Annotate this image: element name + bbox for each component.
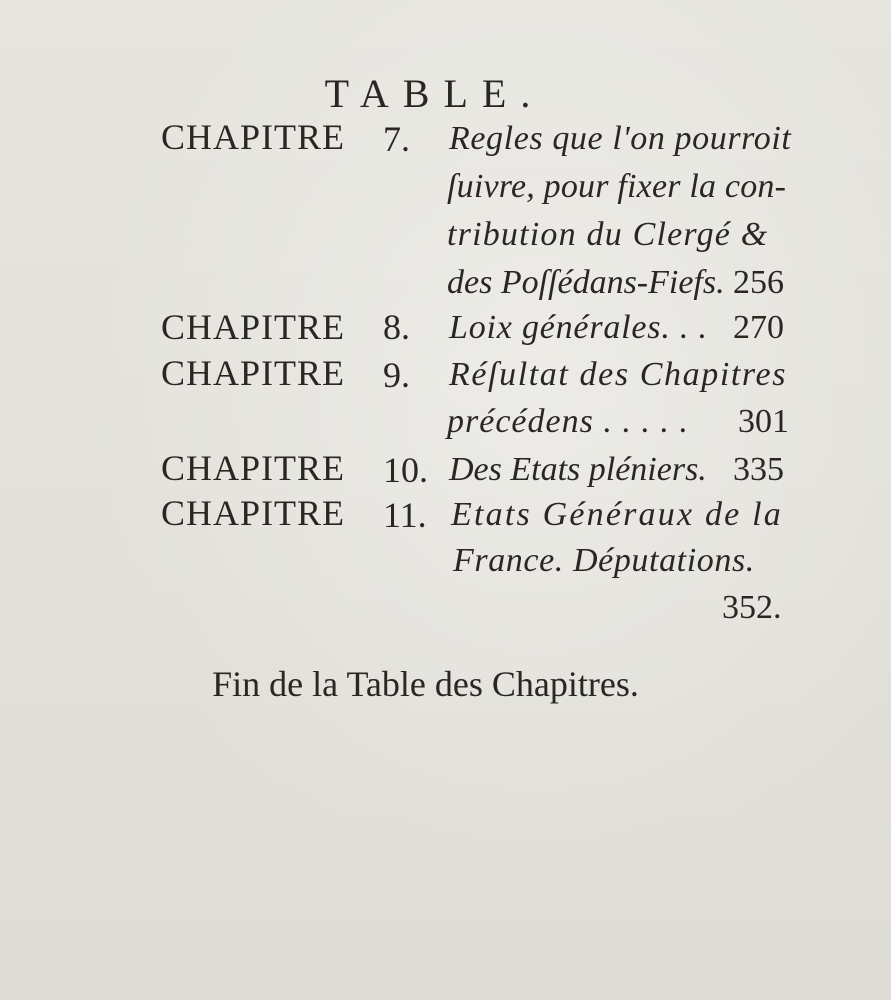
chapter-number: 9. xyxy=(383,355,410,395)
page-number: 335 xyxy=(733,451,784,488)
chapter-number: 11. xyxy=(383,495,427,535)
chapter-title-line: Des Etats pléniers. xyxy=(449,451,707,488)
chapter-label: CHAPITRE xyxy=(161,448,346,488)
chapter-title-line: Loix générales. . . xyxy=(449,309,708,346)
chapter-title-line: ſuivre, pour fixer la con- xyxy=(447,168,787,205)
chapter-title-line: Etats Généraux de la xyxy=(451,496,783,533)
chapter-number: 10. xyxy=(383,450,428,490)
chapter-title-line: Réſultat des Chapitres xyxy=(449,356,788,393)
chapter-number: 8. xyxy=(383,307,410,347)
chapter-label: CHAPITRE xyxy=(161,353,346,393)
page-number: 270 xyxy=(733,309,784,346)
chapter-label: CHAPITRE xyxy=(161,117,346,157)
page-number: 256 xyxy=(733,264,784,301)
table-heading: TABLE. xyxy=(324,71,545,116)
chapter-title-line: des Poſſédans-Fiefs. xyxy=(447,264,725,301)
page-number: 352. xyxy=(722,589,782,626)
end-note-text: Fin de la Table des Chapitres. xyxy=(212,664,639,704)
chapter-label: CHAPITRE xyxy=(161,493,346,533)
chapter-label: CHAPITRE xyxy=(161,307,346,347)
page-title xyxy=(0,70,891,117)
chapter-title-line: précédens . . . . . xyxy=(447,403,689,440)
page-number: 301 xyxy=(738,403,789,440)
chapter-title-line: France. Députations. xyxy=(453,542,755,579)
chapter-title-line: tribution du Clergé & xyxy=(447,216,769,253)
table-end-note xyxy=(0,663,891,705)
chapter-title-line: Regles que l'on pourroit xyxy=(449,120,792,157)
chapter-number: 7. xyxy=(383,119,410,159)
